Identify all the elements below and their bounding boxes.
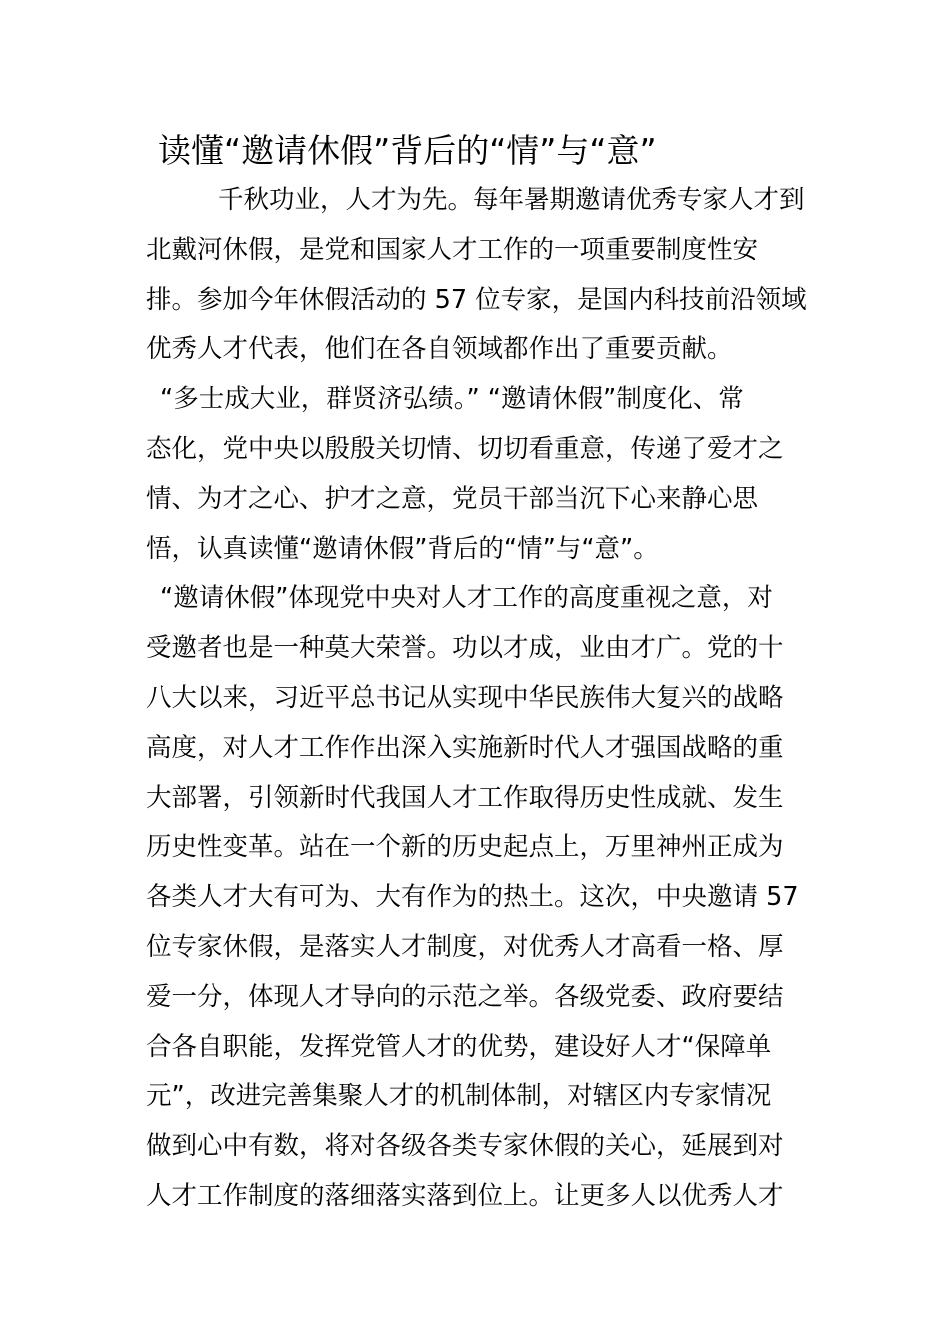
text-line: 元”，改进完善集聚人才的机制体制，对辖区内专家情况 [146,1081,772,1112]
text-line: 大部署，引领新时代我国人才工作取得历史性成就、发生 [146,782,784,813]
text-line: 高度，对人才工作作出深入实施新时代人才强国战略的重 [146,732,784,763]
text-line: 排。参加今年休假活动的 57 位专家，是国内科技前沿领域 [146,284,807,315]
text-line: 态化，党中央以殷殷关切情、切切看重意，传递了爱才之 [146,433,784,464]
text-line: 千秋功业，人才为先。每年暑期邀请优秀专家人才到 [218,185,805,215]
text-line: 各类人才大有可为、大有作为的热土。这次，中央邀请 57 [146,882,799,913]
text-line: 爱一分，体现人才导向的示范之举。各级党委、政府要结 [146,981,784,1012]
text-line: 悟，认真读懂“邀请休假”背后的“情”与“意”。 [146,533,659,564]
text-line: 优秀人才代表，他们在各自领域都作出了重要贡献。 [146,334,733,365]
text-line: 合各自职能，发挥党管人才的优势，建设好人才“保障单 [146,1031,772,1062]
text-line: “多士成大业，群贤济弘绩。” “邀请休假”制度化、常 [160,384,744,415]
text-line: 人才工作制度的落细落实落到位上。让更多人以优秀人才 [146,1180,784,1211]
text-line: 做到心中有数，将对各级各类专家休假的关心，延展到对 [146,1131,784,1162]
text-line: “邀请休假”体现党中央对人才工作的高度重视之意，对 [160,583,773,614]
text-line: 北戴河休假，是党和国家人才工作的一项重要制度性安 [146,234,759,265]
text-line: 历史性变革。站在一个新的历史起点上，万里神州正成为 [146,832,784,863]
text-line: 位专家休假，是落实人才制度，对优秀人才高看一格、厚 [146,931,784,962]
document-title: 读懂“邀请休假”背后的“情”与“意” [158,131,657,170]
text-line: 情、为才之心、护才之意，党员干部当沉下心来静心思 [146,483,759,514]
document-body [146,176,826,1222]
text-line: 受邀者也是一种莫大荣誉。功以才成，业由才广。党的十 [146,633,784,664]
text-line: 八大以来，习近平总书记从实现中华民族伟大复兴的战略 [146,682,784,713]
